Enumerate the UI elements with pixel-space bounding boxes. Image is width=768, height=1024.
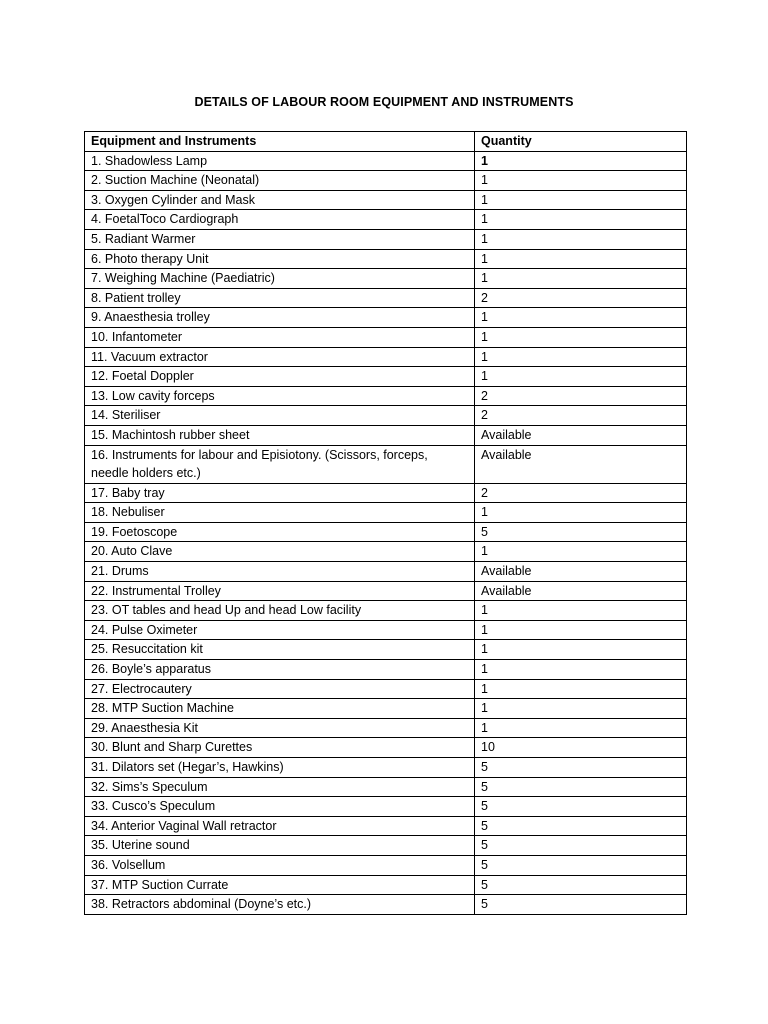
equipment-cell: 33. Cusco’s Speculum — [85, 797, 475, 817]
equipment-table — [84, 131, 687, 915]
equipment-cell: 13. Low cavity forceps — [85, 386, 475, 406]
equipment-cell: 27. Electrocautery — [85, 679, 475, 699]
quantity-cell: Available — [475, 425, 687, 445]
equipment-cell: 19. Foetoscope — [85, 522, 475, 542]
equipment-cell: 26. Boyle’s apparatus — [85, 660, 475, 680]
table-row — [85, 229, 687, 249]
quantity-cell: 1 — [475, 171, 687, 191]
table-row — [85, 836, 687, 856]
table-row — [85, 249, 687, 269]
equipment-cell: 30. Blunt and Sharp Curettes — [85, 738, 475, 758]
table-row — [85, 620, 687, 640]
equipment-cell: 36. Volsellum — [85, 855, 475, 875]
equipment-cell: 28. MTP Suction Machine — [85, 699, 475, 719]
quantity-cell: 10 — [475, 738, 687, 758]
table-row — [85, 660, 687, 680]
quantity-cell: 5 — [475, 777, 687, 797]
equipment-cell: 38. Retractors abdominal (Doyne’s etc.) — [85, 895, 475, 915]
table-row — [85, 151, 687, 171]
table-row — [85, 816, 687, 836]
table-row — [85, 406, 687, 426]
quantity-cell: 5 — [475, 816, 687, 836]
equipment-cell: 4. FoetalToco Cardiograph — [85, 210, 475, 230]
quantity-cell: 5 — [475, 797, 687, 817]
table-row — [85, 327, 687, 347]
quantity-cell: 5 — [475, 895, 687, 915]
equipment-cell: 14. Steriliser — [85, 406, 475, 426]
quantity-cell: 5 — [475, 758, 687, 778]
column-header-quantity: Quantity — [475, 132, 687, 152]
table-row — [85, 855, 687, 875]
quantity-cell: 1 — [475, 542, 687, 562]
table-row — [85, 522, 687, 542]
table-row — [85, 738, 687, 758]
quantity-cell: 1 — [475, 269, 687, 289]
quantity-cell: 1 — [475, 210, 687, 230]
equipment-cell: 15. Machintosh rubber sheet — [85, 425, 475, 445]
quantity-cell: 2 — [475, 483, 687, 503]
equipment-cell: 23. OT tables and head Up and head Low facility — [85, 601, 475, 621]
equipment-cell: 6. Photo therapy Unit — [85, 249, 475, 269]
quantity-cell: 1 — [475, 718, 687, 738]
quantity-cell: 5 — [475, 522, 687, 542]
quantity-cell: 2 — [475, 406, 687, 426]
table-row — [85, 269, 687, 289]
quantity-cell: 1 — [475, 151, 687, 171]
equipment-cell: 21. Drums — [85, 562, 475, 582]
table-row — [85, 210, 687, 230]
equipment-cell: 10. Infantometer — [85, 327, 475, 347]
table-row — [85, 171, 687, 191]
table-row — [85, 425, 687, 445]
equipment-cell: 11. Vacuum extractor — [85, 347, 475, 367]
table-row — [85, 699, 687, 719]
table-header-row — [85, 132, 687, 152]
quantity-cell: 1 — [475, 327, 687, 347]
equipment-cell: 16. Instruments for labour and Episiotony. (Scissors, forceps, needle holders etc.) — [85, 445, 475, 483]
equipment-cell: 1. Shadowless Lamp — [85, 151, 475, 171]
quantity-cell: Available — [475, 581, 687, 601]
equipment-cell: 32. Sims’s Speculum — [85, 777, 475, 797]
equipment-cell: 2. Suction Machine (Neonatal) — [85, 171, 475, 191]
table-row — [85, 347, 687, 367]
equipment-cell: 17. Baby tray — [85, 483, 475, 503]
quantity-cell: 1 — [475, 679, 687, 699]
quantity-cell: 1 — [475, 229, 687, 249]
equipment-cell: 31. Dilators set (Hegar’s, Hawkins) — [85, 758, 475, 778]
table-row — [85, 562, 687, 582]
equipment-cell: 35. Uterine sound — [85, 836, 475, 856]
quantity-cell: 2 — [475, 288, 687, 308]
quantity-cell: 1 — [475, 249, 687, 269]
quantity-cell: 1 — [475, 640, 687, 660]
table-row — [85, 445, 687, 483]
equipment-cell: 34. Anterior Vaginal Wall retractor — [85, 816, 475, 836]
quantity-cell: Available — [475, 562, 687, 582]
table-row — [85, 503, 687, 523]
equipment-cell: 29. Anaesthesia Kit — [85, 718, 475, 738]
quantity-cell: 5 — [475, 855, 687, 875]
equipment-cell: 8. Patient trolley — [85, 288, 475, 308]
equipment-cell: 20. Auto Clave — [85, 542, 475, 562]
equipment-cell: 3. Oxygen Cylinder and Mask — [85, 190, 475, 210]
quantity-cell: 1 — [475, 308, 687, 328]
equipment-cell: 22. Instrumental Trolley — [85, 581, 475, 601]
quantity-cell: 5 — [475, 875, 687, 895]
equipment-cell: 9. Anaesthesia trolley — [85, 308, 475, 328]
table-row — [85, 758, 687, 778]
table-row — [85, 601, 687, 621]
equipment-cell: 24. Pulse Oximeter — [85, 620, 475, 640]
page-title: DETAILS OF LABOUR ROOM EQUIPMENT AND INSTRUMENTS — [194, 95, 574, 109]
table-row — [85, 581, 687, 601]
equipment-cell: 18. Nebuliser — [85, 503, 475, 523]
quantity-cell: 2 — [475, 386, 687, 406]
table-row — [85, 308, 687, 328]
table-row — [85, 797, 687, 817]
quantity-cell: 1 — [475, 620, 687, 640]
equipment-cell: 12. Foetal Doppler — [85, 367, 475, 387]
quantity-cell: 5 — [475, 836, 687, 856]
table-row — [85, 895, 687, 915]
equipment-cell: 25. Resuccitation kit — [85, 640, 475, 660]
quantity-cell: 1 — [475, 190, 687, 210]
table-row — [85, 777, 687, 797]
quantity-cell: 1 — [475, 699, 687, 719]
equipment-cell: 7. Weighing Machine (Paediatric) — [85, 269, 475, 289]
table-row — [85, 640, 687, 660]
quantity-cell: 1 — [475, 660, 687, 680]
table-row — [85, 483, 687, 503]
quantity-cell: 1 — [475, 503, 687, 523]
equipment-cell: 37. MTP Suction Currate — [85, 875, 475, 895]
table-row — [85, 679, 687, 699]
quantity-cell: 1 — [475, 347, 687, 367]
table-row — [85, 367, 687, 387]
table-row — [85, 875, 687, 895]
equipment-cell: 5. Radiant Warmer — [85, 229, 475, 249]
table-row — [85, 718, 687, 738]
quantity-cell: 1 — [475, 367, 687, 387]
quantity-cell: Available — [475, 445, 687, 483]
table-row — [85, 386, 687, 406]
table-row — [85, 190, 687, 210]
quantity-cell: 1 — [475, 601, 687, 621]
table-row — [85, 542, 687, 562]
column-header-equipment: Equipment and Instruments — [85, 132, 475, 152]
table-row — [85, 288, 687, 308]
